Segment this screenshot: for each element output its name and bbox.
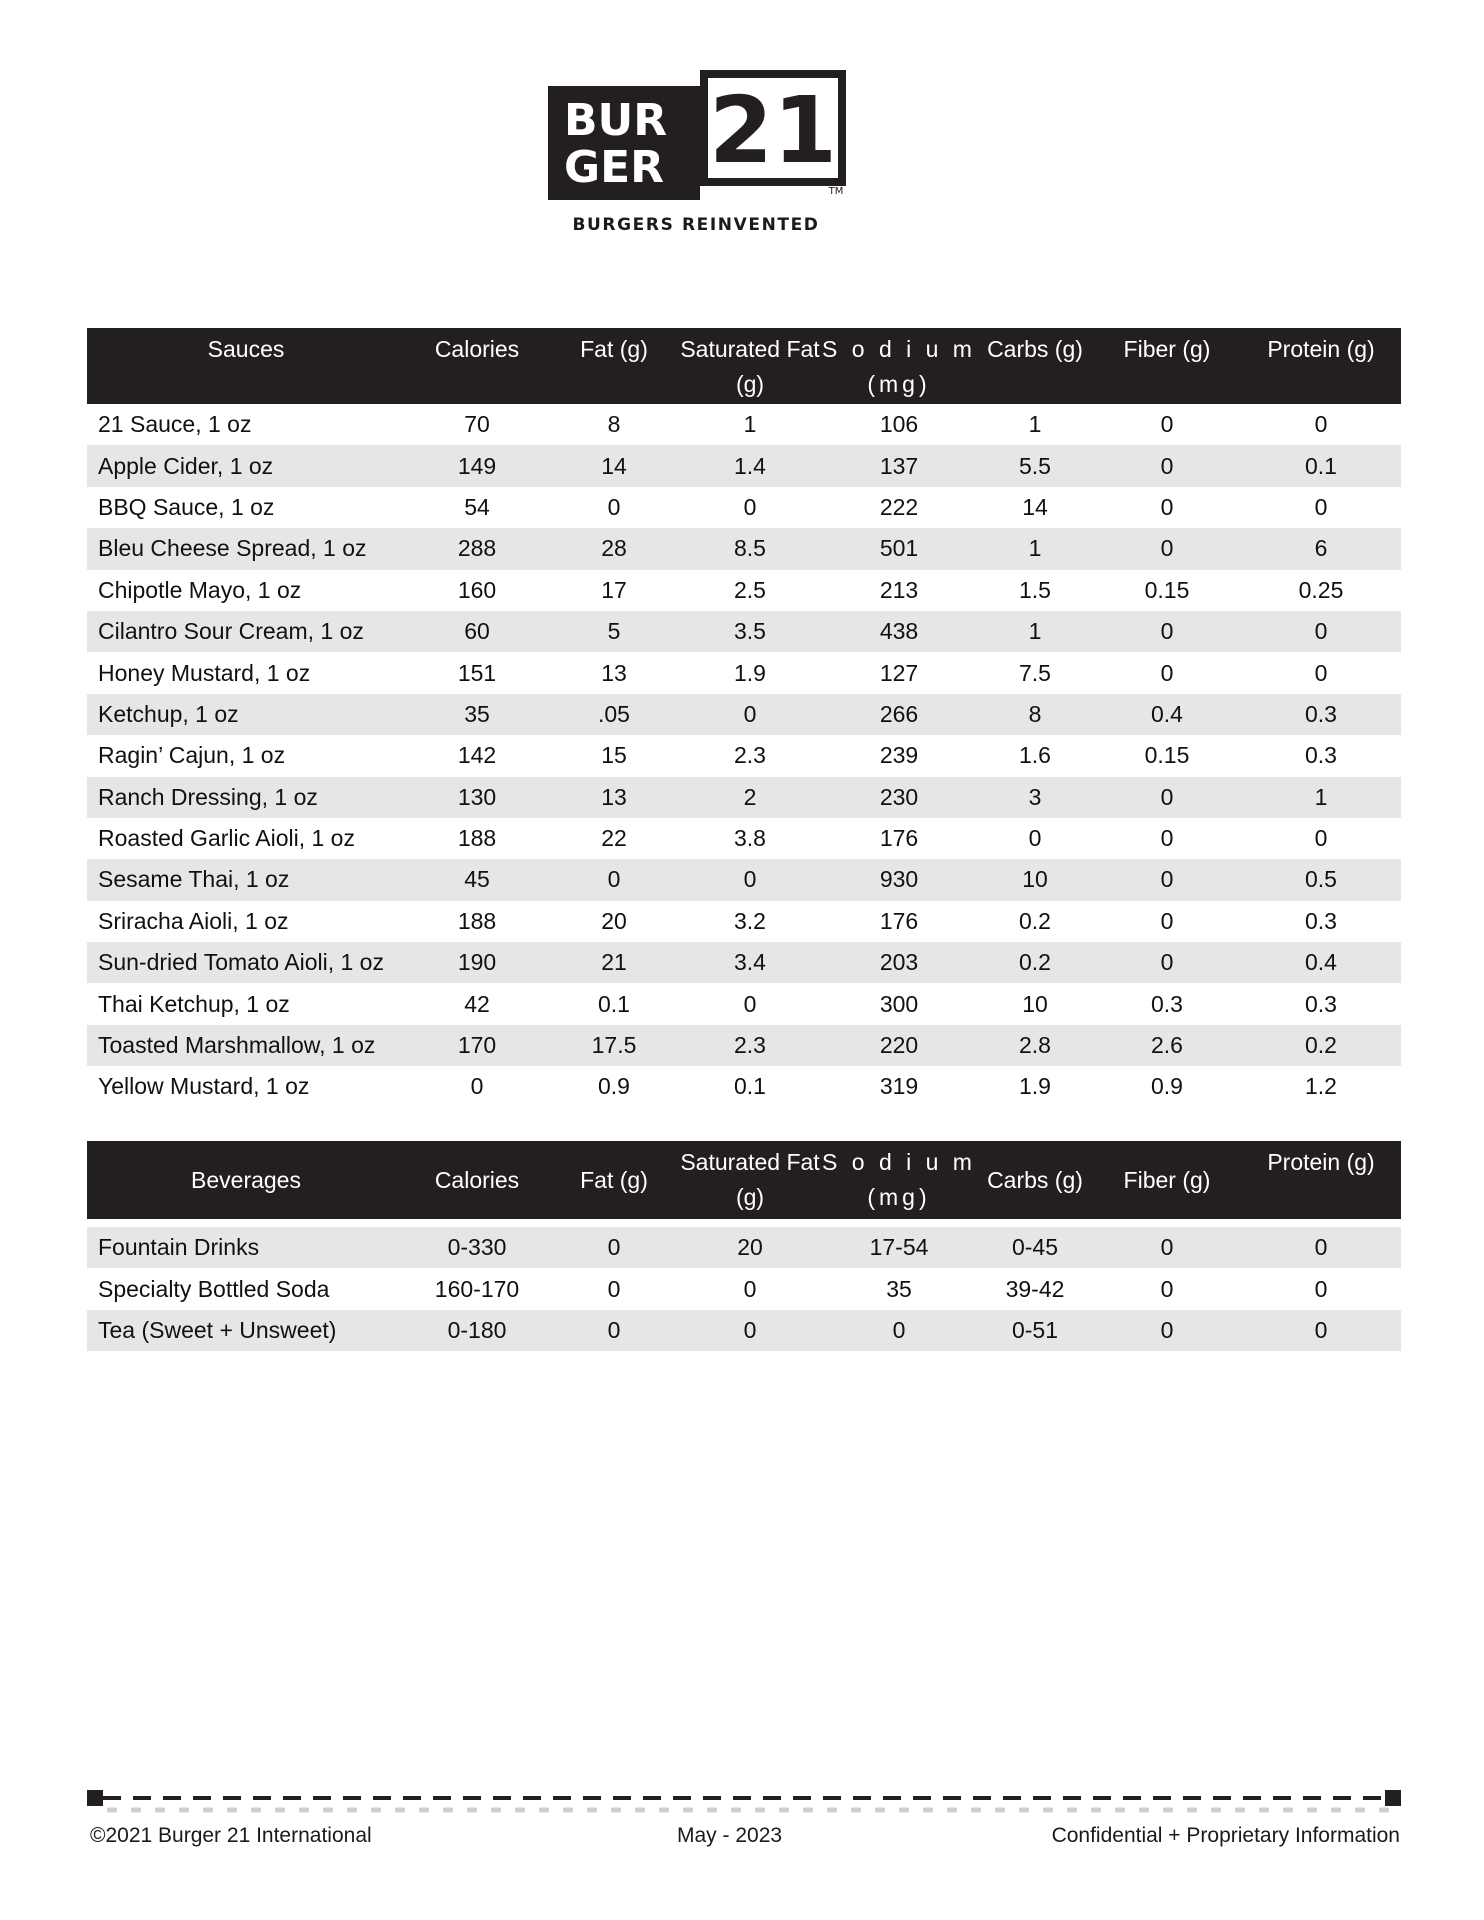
table-cell: 0: [1160, 618, 1174, 645]
table-cell: 0.3: [1151, 990, 1183, 1017]
table-cell: 1: [1028, 618, 1042, 645]
row-label: Apple Cider, 1 oz: [98, 452, 274, 479]
table-cell: 220: [879, 1032, 919, 1059]
table-cell: 1: [1314, 783, 1328, 810]
table-cell: 0.15: [1144, 576, 1190, 603]
table-cell: 0.3: [1305, 700, 1337, 727]
table-cell: 0: [1314, 411, 1328, 438]
trademark-mark: TM: [828, 186, 844, 197]
table-cell: 10: [1022, 990, 1048, 1017]
table-cell: 127: [879, 659, 919, 686]
table-cell: 14: [601, 452, 627, 479]
table-cell: 149: [457, 452, 497, 479]
table-cell: 300: [879, 990, 919, 1017]
table-cell: 7.5: [1019, 659, 1051, 686]
beverages-header-row: [87, 1141, 1401, 1219]
table-cell: 5.5: [1019, 452, 1051, 479]
table-cell: 1.2: [1305, 1073, 1337, 1100]
table-cell: 106: [879, 411, 919, 438]
table-cell: 0: [1160, 907, 1174, 934]
table-row: [87, 1066, 1401, 1107]
row-label: 21 Sauce, 1 oz: [98, 411, 252, 438]
table-cell: 0.5: [1305, 866, 1337, 893]
row-label: Ketchup, 1 oz: [98, 700, 239, 727]
row-label: Tea (Sweet + Unsweet): [98, 1316, 337, 1343]
table-cell: 0: [1314, 618, 1328, 645]
burger21-logo: [548, 70, 848, 240]
table-cell: 0: [743, 990, 757, 1017]
table-cell: 14: [1022, 493, 1048, 520]
header-carbs: Carbs (g): [987, 336, 1083, 362]
table-cell: 60: [464, 618, 490, 645]
table-cell: 35: [464, 700, 490, 727]
table-cell: 0.3: [1305, 907, 1337, 934]
table-cell: 0: [1314, 1316, 1328, 1343]
table-cell: 39-42: [1005, 1275, 1065, 1302]
table-cell: 0.3: [1305, 990, 1337, 1017]
table-cell: 0-180: [447, 1316, 507, 1343]
table-cell: 1.9: [734, 659, 766, 686]
table-cell: 0: [1160, 493, 1174, 520]
row-label: Toasted Marshmallow, 1 oz: [98, 1032, 376, 1059]
table-cell: 0.1: [598, 990, 630, 1017]
table-cell: 0.9: [1151, 1073, 1183, 1100]
footer-notice: Confidential + Proprietary Information: [1051, 1824, 1400, 1847]
table-cell: 160-170: [434, 1275, 520, 1302]
table-cell: 0.9: [598, 1073, 630, 1100]
header-fiber: Fiber (g): [1123, 336, 1211, 362]
table-cell: 0-45: [1011, 1234, 1059, 1261]
table-cell: 188: [457, 907, 497, 934]
logo-mark: [548, 70, 848, 210]
table-cell: 176: [879, 907, 919, 934]
header-protein: Protein (g): [1267, 336, 1375, 362]
row-label: Chipotle Mayo, 1 oz: [98, 576, 302, 603]
table-row: [87, 487, 1401, 528]
table-row: [87, 942, 1401, 983]
table-cell: 0: [1160, 1316, 1174, 1343]
table-cell: 1: [1028, 535, 1042, 562]
table-row: [87, 404, 1401, 445]
table-cell: 501: [879, 535, 919, 562]
table-cell: 137: [879, 452, 919, 479]
table-cell: 0: [607, 1275, 621, 1302]
table-row: [87, 528, 1401, 569]
table-cell: 17.5: [591, 1032, 637, 1059]
table-cell: 15: [601, 742, 627, 769]
table-cell: 22: [601, 825, 627, 852]
header-beverages: Beverages: [191, 1166, 301, 1193]
table-cell: 0: [1314, 1275, 1328, 1302]
table-cell: 0: [1160, 866, 1174, 893]
row-label: Thai Ketchup, 1 oz: [98, 990, 290, 1017]
table-cell: 0: [1028, 825, 1042, 852]
header-fat: Fat (g): [580, 336, 648, 362]
table-cell: 0: [1160, 783, 1174, 810]
table-cell: 213: [879, 576, 919, 603]
row-label: Cilantro Sour Cream, 1 oz: [98, 618, 364, 645]
table-cell: 1.9: [1019, 1073, 1051, 1100]
logo-text-bur: BUR: [564, 95, 668, 146]
table-cell: 0: [1314, 1234, 1328, 1261]
header-fiber: Fiber (g): [1123, 1166, 1211, 1193]
row-label: Ragin’ Cajun, 1 oz: [98, 742, 286, 769]
table-cell: 0: [607, 866, 621, 893]
footer-date: May - 2023: [677, 1824, 783, 1847]
header-sodium: S o d i u m (mg): [822, 1149, 976, 1210]
table-cell: 0: [1160, 452, 1174, 479]
row-label: BBQ Sauce, 1 oz: [98, 493, 275, 520]
sauces-header-row: [87, 328, 1401, 404]
table-cell: 45: [464, 866, 490, 893]
table-cell: 190: [457, 949, 497, 976]
table-cell: 8: [1028, 700, 1042, 727]
row-label: Ranch Dressing, 1 oz: [98, 783, 318, 810]
table-row: [87, 818, 1401, 859]
table-row: [87, 735, 1401, 776]
table-cell: 1.4: [734, 452, 766, 479]
table-cell: 188: [457, 825, 497, 852]
tagline: BURGERS REINVENTED: [572, 215, 820, 235]
table-cell: 0: [1160, 825, 1174, 852]
beverages-body: [87, 1227, 1401, 1351]
beverages-table: [87, 1141, 1401, 1351]
table-cell: 176: [879, 825, 919, 852]
table-cell: 1: [1028, 411, 1042, 438]
table-cell: 0.15: [1144, 742, 1190, 769]
table-cell: 0-51: [1011, 1316, 1059, 1343]
row-label: Sun-dried Tomato Aioli, 1 oz: [98, 949, 384, 976]
table-row: [87, 777, 1401, 818]
table-cell: .05: [598, 700, 630, 727]
table-cell: 42: [464, 990, 490, 1017]
table-row: [87, 1268, 1401, 1309]
table-cell: 0: [1314, 825, 1328, 852]
table-cell: 0: [607, 1234, 621, 1261]
table-cell: 20: [601, 907, 627, 934]
table-cell: 2.6: [1151, 1032, 1183, 1059]
table-cell: 203: [879, 949, 919, 976]
row-label: Roasted Garlic Aioli, 1 oz: [98, 825, 355, 852]
table-cell: 0: [1160, 1234, 1174, 1261]
table-cell: 130: [457, 783, 497, 810]
table-cell: 0: [1314, 493, 1328, 520]
table-cell: 0: [743, 700, 757, 727]
table-cell: 17: [601, 576, 627, 603]
row-label: Sesame Thai, 1 oz: [98, 866, 290, 893]
table-cell: 2: [743, 783, 757, 810]
header-sodium: S o d i u m (mg): [822, 336, 976, 397]
table-cell: 0.4: [1151, 700, 1183, 727]
table-cell: 0: [1160, 1275, 1174, 1302]
table-cell: 3.2: [734, 907, 766, 934]
table-row: [87, 901, 1401, 942]
table-cell: 0-330: [447, 1234, 507, 1261]
table-cell: 2.5: [734, 576, 766, 603]
table-cell: 8.5: [734, 535, 766, 562]
header-sauces: Sauces: [207, 336, 285, 362]
table-cell: 3.8: [734, 825, 766, 852]
header-calories: Calories: [434, 336, 520, 362]
table-cell: 1: [743, 411, 757, 438]
table-cell: 0: [607, 1316, 621, 1343]
table-cell: 0.2: [1019, 949, 1051, 976]
table-cell: 0: [743, 866, 757, 893]
table-cell: 0.1: [1305, 452, 1337, 479]
table-row: [87, 1227, 1401, 1268]
table-row: [87, 859, 1401, 900]
table-cell: 0.4: [1305, 949, 1337, 976]
table-row: [87, 570, 1401, 611]
logo-number: 21: [708, 77, 838, 184]
table-cell: 2.8: [1019, 1032, 1051, 1059]
table-cell: 930: [879, 866, 919, 893]
header-calories: Calories: [434, 1166, 520, 1193]
row-label: Sriracha Aioli, 1 oz: [98, 907, 289, 934]
header-fat: Fat (g): [580, 1166, 648, 1193]
table-cell: 0.2: [1305, 1032, 1337, 1059]
header-carbs: Carbs (g): [987, 1166, 1083, 1193]
table-cell: 0.25: [1298, 576, 1344, 603]
table-cell: 266: [879, 700, 919, 727]
table-cell: 142: [457, 742, 497, 769]
table-cell: 28: [601, 535, 627, 562]
table-cell: 0: [743, 1275, 757, 1302]
header-protein: Protein (g): [1267, 1149, 1375, 1175]
table-cell: 3.5: [734, 618, 766, 645]
header-saturated-fat: Saturated Fat (g): [680, 336, 820, 397]
table-cell: 2.3: [734, 1032, 766, 1059]
table-cell: 0: [1160, 411, 1174, 438]
table-cell: 3.4: [734, 949, 766, 976]
table-cell: 1.6: [1019, 742, 1051, 769]
table-cell: 3: [1028, 783, 1042, 810]
table-cell: 239: [879, 742, 919, 769]
row-label: Yellow Mustard, 1 oz: [98, 1073, 310, 1100]
table-row: [87, 652, 1401, 693]
table-cell: 54: [464, 493, 490, 520]
table-cell: 8: [607, 411, 621, 438]
table-cell: 0: [607, 493, 621, 520]
table-cell: 5: [607, 618, 621, 645]
table-cell: 20: [737, 1234, 763, 1261]
table-cell: 13: [601, 783, 627, 810]
table-cell: 2.3: [734, 742, 766, 769]
table-cell: 288: [457, 535, 497, 562]
table-cell: 0: [892, 1316, 906, 1343]
table-cell: 170: [457, 1032, 497, 1059]
table-cell: 13: [601, 659, 627, 686]
table-row: [87, 1025, 1401, 1066]
table-cell: 17-54: [869, 1234, 929, 1261]
table-cell: 35: [886, 1275, 912, 1302]
sauces-table: [87, 328, 1401, 1108]
table-cell: 6: [1314, 535, 1328, 562]
table-cell: 151: [457, 659, 497, 686]
table-cell: 0: [1160, 659, 1174, 686]
table-cell: 0.3: [1305, 742, 1337, 769]
table-cell: 0: [470, 1073, 484, 1100]
row-label: Fountain Drinks: [98, 1234, 260, 1261]
footer-divider: [87, 1786, 1401, 1816]
row-label: Honey Mustard, 1 oz: [98, 659, 311, 686]
table-cell: 319: [879, 1073, 919, 1100]
table-cell: 0.1: [734, 1073, 766, 1100]
row-label: Bleu Cheese Spread, 1 oz: [98, 535, 367, 562]
table-cell: 0: [1160, 949, 1174, 976]
table-row: [87, 445, 1401, 486]
table-cell: 0: [743, 1316, 757, 1343]
table-cell: 230: [879, 783, 919, 810]
table-row: [87, 983, 1401, 1024]
table-cell: 0: [1160, 535, 1174, 562]
table-cell: 0: [743, 493, 757, 520]
header-saturated-fat: Saturated Fat (g): [680, 1149, 820, 1210]
table-cell: 1.5: [1019, 576, 1051, 603]
table-cell: 10: [1022, 866, 1048, 893]
table-cell: 438: [879, 618, 919, 645]
table-cell: 160: [457, 576, 497, 603]
footer-copyright: ©2021 Burger 21 International: [90, 1824, 372, 1847]
table-cell: 70: [464, 411, 490, 438]
row-label: Specialty Bottled Soda: [98, 1275, 330, 1302]
table-cell: 222: [879, 493, 919, 520]
sauces-body: [87, 404, 1401, 1108]
table-row: [87, 1310, 1401, 1351]
table-cell: 21: [601, 949, 627, 976]
table-row: [87, 611, 1401, 652]
logo-text-ger: GER: [564, 142, 665, 193]
table-cell: 0.2: [1019, 907, 1051, 934]
table-cell: 0: [1314, 659, 1328, 686]
table-row: [87, 694, 1401, 735]
